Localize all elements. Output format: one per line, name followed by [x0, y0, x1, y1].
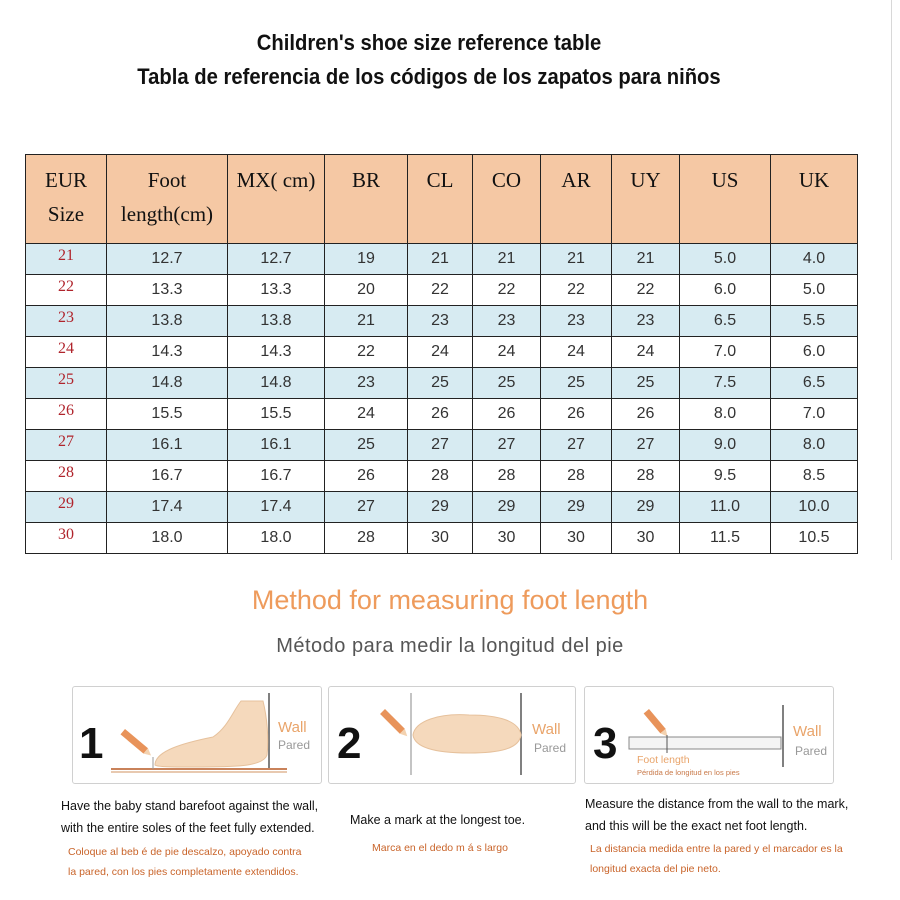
- col-header-line: UK: [798, 168, 830, 192]
- table-cell: 16.7: [228, 461, 325, 492]
- pared-label: Pared: [534, 741, 567, 755]
- wall-label: Wall: [793, 723, 822, 740]
- table-cell: 10.5: [771, 523, 858, 554]
- table-cell: 28: [541, 461, 612, 492]
- eur-size-cell: 26: [26, 399, 107, 430]
- table-cell: 27: [325, 492, 408, 523]
- pencil-icon: [644, 709, 671, 739]
- table-cell: 13.8: [107, 306, 228, 337]
- table-cell: 30: [473, 523, 541, 554]
- table-cell: 27: [612, 430, 680, 461]
- table-cell: 9.5: [680, 461, 771, 492]
- pencil-icon: [121, 729, 154, 758]
- table-cell: 21: [325, 306, 408, 337]
- table-cell: 18.0: [107, 523, 228, 554]
- table-cell: 25: [612, 368, 680, 399]
- table-cell: 22: [473, 275, 541, 306]
- table-cell: 27: [541, 430, 612, 461]
- table-cell: 26: [325, 461, 408, 492]
- table-cell: 28: [473, 461, 541, 492]
- table-row: [26, 399, 858, 430]
- caption-line: longitud exacta del pie neto.: [590, 863, 721, 875]
- foot-length-label: Foot length: [637, 754, 690, 766]
- table-cell: 12.7: [107, 244, 228, 275]
- wall-label: Wall: [532, 721, 561, 738]
- col-header-line: CO: [491, 168, 522, 192]
- table-row: [26, 337, 858, 368]
- table-cell: 27: [408, 430, 473, 461]
- method-title-es: Método para medir la longitud del pie: [276, 635, 624, 657]
- table-cell: 7.0: [771, 399, 858, 430]
- table-cell: 24: [408, 337, 473, 368]
- table-cell: 23: [473, 306, 541, 337]
- caption-line: Have the baby stand barefoot against the wall,: [61, 799, 319, 813]
- table-cell: 6.5: [680, 306, 771, 337]
- table-cell: 12.7: [228, 244, 325, 275]
- col-header-line: length(cm): [120, 202, 214, 226]
- table-header-row: [26, 155, 858, 244]
- table-cell: 25: [408, 368, 473, 399]
- table-cell: 24: [612, 337, 680, 368]
- table-cell: 28: [325, 523, 408, 554]
- table-row: [26, 430, 858, 461]
- table-cell: 29: [612, 492, 680, 523]
- table-cell: 22: [325, 337, 408, 368]
- table-cell: 23: [541, 306, 612, 337]
- col-header-uy: [612, 155, 680, 244]
- col-header-line: CL: [426, 168, 454, 192]
- table-cell: 5.5: [771, 306, 858, 337]
- table-title-es: Tabla de referencia de los códigos de los zapatos para niños: [137, 64, 721, 89]
- page-edge-line: [891, 0, 892, 560]
- caption-line: Coloque al beb é de pie descalzo, apoyado contra: [68, 846, 302, 858]
- col-header-line: UY: [630, 168, 661, 192]
- table-row: [26, 244, 858, 275]
- eur-size-cell: 28: [26, 461, 107, 492]
- table-row: [26, 275, 858, 306]
- col-header-foot: [107, 155, 228, 244]
- table-cell: 24: [325, 399, 408, 430]
- step-number: 3: [593, 719, 618, 768]
- table-cell: 7.5: [680, 368, 771, 399]
- table-cell: 28: [408, 461, 473, 492]
- table-cell: 13.3: [228, 275, 325, 306]
- table-row: [26, 461, 858, 492]
- table-title-en: Children's shoe size reference table: [256, 30, 602, 55]
- caption-line: Make a mark at the longest toe.: [350, 813, 526, 827]
- table-cell: 23: [408, 306, 473, 337]
- table-row: [26, 492, 858, 523]
- eur-size-cell: 29: [26, 492, 107, 523]
- table-cell: 27: [473, 430, 541, 461]
- wall-label: Wall: [278, 719, 307, 736]
- caption-line: Marca en el dedo m á s largo: [372, 842, 508, 854]
- table-cell: 20: [325, 275, 408, 306]
- eur-size-cell: 27: [26, 430, 107, 461]
- table-cell: 6.5: [771, 368, 858, 399]
- table-cell: 13.3: [107, 275, 228, 306]
- step-2-caption-en: [350, 809, 525, 831]
- col-header-line: EUR: [45, 168, 87, 192]
- step-3-caption-en: [585, 793, 848, 837]
- table-cell: 5.0: [680, 244, 771, 275]
- table-cell: 13.8: [228, 306, 325, 337]
- caption-line: Measure the distance from the wall to the mark,: [585, 797, 849, 811]
- table-cell: 16.7: [107, 461, 228, 492]
- table-cell: 14.3: [228, 337, 325, 368]
- col-header-line: US: [711, 168, 739, 192]
- eur-size-cell: 25: [26, 368, 107, 399]
- table-cell: 16.1: [107, 430, 228, 461]
- col-header-line: AR: [561, 168, 591, 192]
- step-2-caption-es: [372, 838, 508, 858]
- table-cell: 18.0: [228, 523, 325, 554]
- table-cell: 29: [541, 492, 612, 523]
- table-cell: 30: [541, 523, 612, 554]
- step-1-caption-es: [68, 842, 302, 882]
- col-header-eur: [26, 155, 107, 244]
- table-cell: 8.0: [680, 399, 771, 430]
- caption-line: with the entire soles of the feet fully extended.: [61, 821, 315, 835]
- caption-line: and this will be the exact net foot length.: [585, 819, 808, 833]
- pared-label: Pared: [278, 738, 311, 752]
- table-cell: 25: [473, 368, 541, 399]
- caption-line: la pared, con los pies completamente extendidos.: [68, 866, 299, 878]
- step-1-caption-en: [61, 795, 318, 839]
- table-cell: 11.0: [680, 492, 771, 523]
- table-cell: 11.5: [680, 523, 771, 554]
- foot-shape: [155, 701, 268, 767]
- table-cell: 16.1: [228, 430, 325, 461]
- col-header-mx: [228, 155, 325, 244]
- foot-shape: [413, 715, 521, 753]
- col-header-line: Size: [47, 202, 85, 226]
- table-cell: 7.0: [680, 337, 771, 368]
- table-cell: 26: [473, 399, 541, 430]
- eur-size-cell: 24: [26, 337, 107, 368]
- table-cell: 17.4: [228, 492, 325, 523]
- pencil-icon: [380, 709, 410, 739]
- foot-length-label-es: Pérdida de longitud en los pies: [637, 768, 740, 777]
- table-cell: 26: [612, 399, 680, 430]
- table-cell: 30: [408, 523, 473, 554]
- table-cell: 26: [408, 399, 473, 430]
- table-cell: 29: [473, 492, 541, 523]
- table-cell: 26: [541, 399, 612, 430]
- table-cell: 8.5: [771, 461, 858, 492]
- col-header-ar: [541, 155, 612, 244]
- pared-label: Pared: [795, 744, 828, 758]
- col-header-br: [325, 155, 408, 244]
- table-cell: 15.5: [107, 399, 228, 430]
- step-number: 2: [337, 719, 362, 768]
- method-title-en: Method for measuring foot length: [251, 585, 649, 615]
- table-cell: 23: [325, 368, 408, 399]
- table-cell: 24: [541, 337, 612, 368]
- table-cell: 14.8: [107, 368, 228, 399]
- col-header-cl: [408, 155, 473, 244]
- table-cell: 8.0: [771, 430, 858, 461]
- step-number: 1: [79, 719, 104, 768]
- table-body: [26, 244, 858, 554]
- caption-line: La distancia medida entre la pared y el marcador es la: [590, 843, 843, 855]
- step-1-panel: [72, 686, 322, 784]
- step-2-panel: [328, 686, 576, 784]
- table-cell: 21: [541, 244, 612, 275]
- eur-size-cell: 22: [26, 275, 107, 306]
- table-cell: 22: [541, 275, 612, 306]
- table-cell: 15.5: [228, 399, 325, 430]
- eur-size-cell: 21: [26, 244, 107, 275]
- col-header-us: [680, 155, 771, 244]
- col-header-co: [473, 155, 541, 244]
- table-cell: 6.0: [680, 275, 771, 306]
- table-cell: 21: [612, 244, 680, 275]
- table-cell: 6.0: [771, 337, 858, 368]
- table-row: [26, 368, 858, 399]
- table-cell: 19: [325, 244, 408, 275]
- eur-size-cell: 23: [26, 306, 107, 337]
- table-row: [26, 306, 858, 337]
- table-cell: 10.0: [771, 492, 858, 523]
- table-cell: 22: [612, 275, 680, 306]
- table-cell: 14.8: [228, 368, 325, 399]
- table-cell: 4.0: [771, 244, 858, 275]
- table-cell: 17.4: [107, 492, 228, 523]
- col-header-line: BR: [351, 168, 380, 192]
- step-3-panel: [584, 686, 834, 784]
- table-cell: 9.0: [680, 430, 771, 461]
- col-header-line: MX( cm): [236, 168, 316, 192]
- table-cell: 28: [612, 461, 680, 492]
- table-cell: 30: [612, 523, 680, 554]
- table-row: [26, 523, 858, 554]
- table-cell: 14.3: [107, 337, 228, 368]
- step-3-caption-es: [590, 839, 843, 879]
- table-cell: 25: [325, 430, 408, 461]
- table-cell: 5.0: [771, 275, 858, 306]
- col-header-line: Foot: [147, 168, 187, 192]
- table-cell: 25: [541, 368, 612, 399]
- table-cell: 23: [612, 306, 680, 337]
- table-cell: 22: [408, 275, 473, 306]
- table-cell: 21: [473, 244, 541, 275]
- eur-size-cell: 30: [26, 523, 107, 554]
- table-cell: 29: [408, 492, 473, 523]
- table-cell: 21: [408, 244, 473, 275]
- table-cell: 24: [473, 337, 541, 368]
- size-table: [25, 154, 858, 554]
- ruler-icon: [629, 737, 781, 749]
- col-header-uk: [771, 155, 858, 244]
